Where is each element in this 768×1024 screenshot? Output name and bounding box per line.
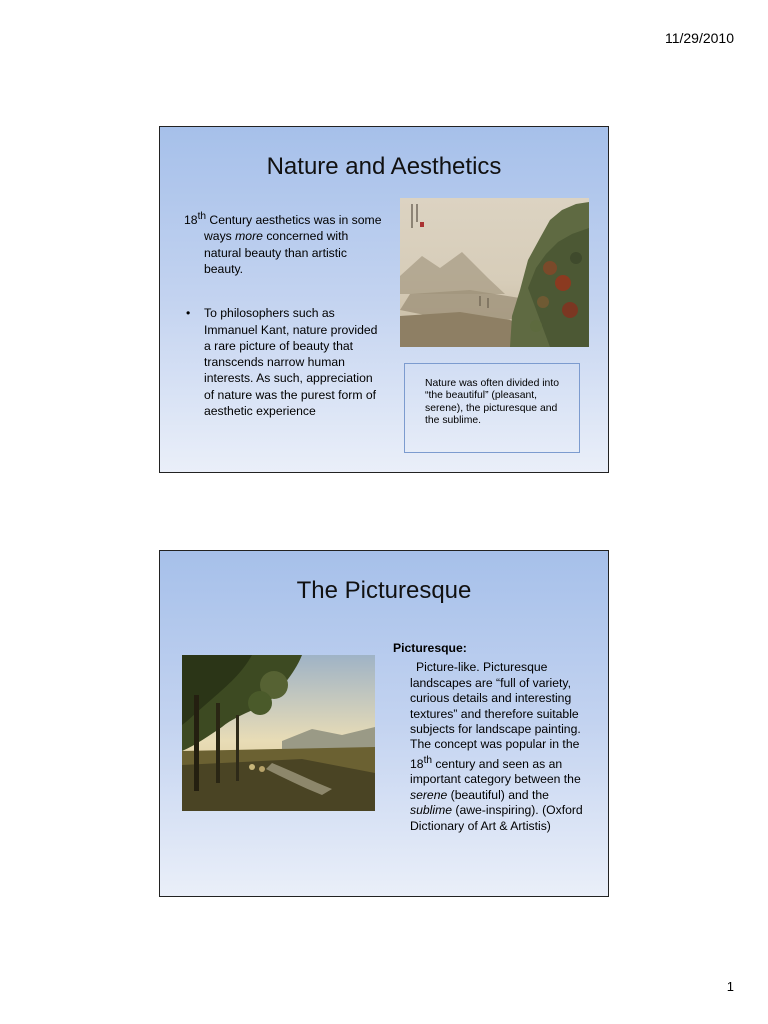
section-heading: Picturesque:: [393, 641, 467, 655]
definition-paragraph: Picture-like. Picturesque landscapes are “full of variety, curious details and interesting textures” and therefore suitable subjects for landscape painting. The concept was popular in the 18th century and seen as an important category between the serene (beautiful) and the sublime (awe-inspiring). (Oxford Dictionary of Art & Artistis): [410, 660, 583, 833]
slide-body-text: [184, 209, 384, 419]
slide-title: Nature and Aesthetics: [266, 153, 502, 180]
intro-paragraph: 18th Century aesthetics was in some ways more concerned with natural beauty than artistic beauty.: [184, 211, 382, 276]
page-date: 11/29/2010: [664, 30, 734, 46]
caption-box: Nature was often divided into “the beautiful” (pleasant, serene), the picturesque and the sublime.: [404, 363, 580, 453]
slide-title: The Picturesque: [296, 577, 472, 604]
slide-nature-and-aesthetics: [159, 126, 609, 473]
chinese-landscape-painting: [400, 198, 589, 347]
slide-the-picturesque: [159, 550, 609, 897]
slide-body-text: [393, 641, 593, 834]
bullet-list: [184, 305, 384, 419]
page-number: 1: [726, 979, 734, 994]
bullet-item: • To philosophers such as Immanuel Kant, nature provided a rare picture of beauty that transcends narrow human interests. As such, appreciation of nature was the purest form of aesthetic experience: [184, 305, 384, 419]
picturesque-landscape-painting: [182, 655, 375, 811]
